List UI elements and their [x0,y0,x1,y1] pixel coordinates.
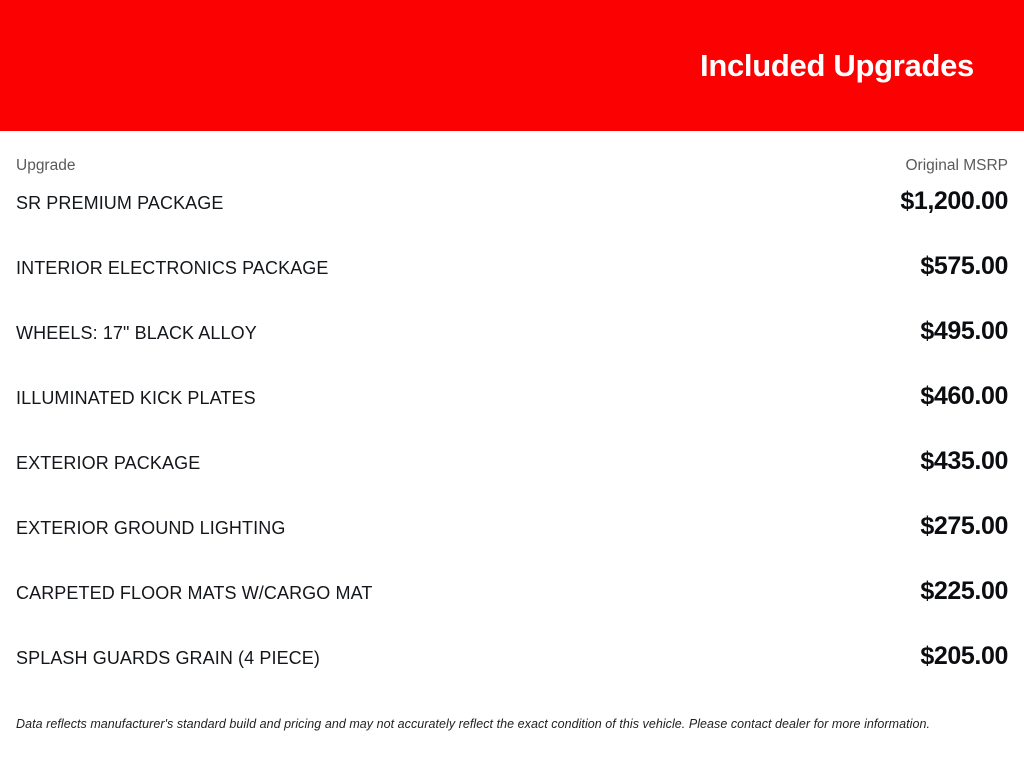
table-row [16,447,1008,512]
upgrade-price: $225.00 [920,577,1008,605]
bottom-spacer [16,731,1008,768]
upgrade-price: $460.00 [920,382,1008,410]
upgrade-price: $435.00 [920,447,1008,475]
table-row [16,382,1008,447]
table-row [16,252,1008,317]
disclaimer-text: Data reflects manufacturer's standard build and pricing and may not accurately reflect the exact condition of this vehicle. Please contact dealer for more information. [16,717,930,731]
page-banner [0,0,1024,131]
upgrade-price: $1,200.00 [900,187,1008,215]
upgrade-price: $575.00 [920,252,1008,280]
upgrade-name: WHEELS: 17" BLACK ALLOY [16,323,257,343]
upgrade-price: $495.00 [920,317,1008,345]
upgrades-table [16,187,1008,707]
table-row [16,317,1008,382]
table-row [16,187,1008,252]
upgrade-name: CARPETED FLOOR MATS W/CARGO MAT [16,583,373,603]
upgrade-name: EXTERIOR GROUND LIGHTING [16,518,286,538]
upgrades-content [0,131,1024,768]
upgrade-name: ILLUMINATED KICK PLATES [16,388,256,408]
upgrade-price: $205.00 [920,642,1008,670]
upgrade-name: SR PREMIUM PACKAGE [16,193,224,213]
column-header-msrp: Original MSRP [905,157,1008,174]
upgrade-name: INTERIOR ELECTRONICS PACKAGE [16,258,329,278]
table-row [16,512,1008,577]
page-title: Included Upgrades [700,47,974,83]
table-row [16,642,1008,707]
column-header-upgrade: Upgrade [16,157,76,174]
upgrade-name: SPLASH GUARDS GRAIN (4 PIECE) [16,648,320,668]
upgrade-name: EXTERIOR PACKAGE [16,453,201,473]
upgrade-price: $275.00 [920,512,1008,540]
table-row [16,577,1008,642]
table-column-headers [16,131,1008,187]
